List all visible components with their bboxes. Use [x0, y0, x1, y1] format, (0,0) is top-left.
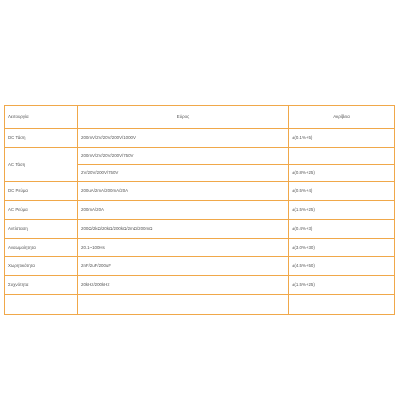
- cell-range: 200mV/2V/20V/200V/750V: [78, 148, 289, 165]
- table-row-capacitance: [5, 257, 395, 276]
- cell-accuracy: ±(0.4%+3): [289, 220, 395, 239]
- cell-function: AC Ρεύμα: [5, 201, 78, 220]
- cell-accuracy: ±(3.0%+30): [289, 239, 395, 257]
- cell-range: 2nF/2uF/200uF: [78, 257, 289, 276]
- cell-range: 20.1~100Hs: [78, 239, 289, 257]
- cell-accuracy: ±(4.5%+50): [289, 257, 395, 276]
- cell-accuracy: ±(1.5%+25): [289, 201, 395, 220]
- cell-range: [78, 295, 289, 315]
- cell-accuracy: ±(0.8%+25): [289, 165, 395, 182]
- cell-accuracy: ±(0.5%+4): [289, 182, 395, 201]
- table-header-row: [5, 106, 395, 129]
- table-row-empty: [5, 295, 395, 315]
- table-row-dc-voltage: [5, 129, 395, 148]
- spec-table-container: [4, 105, 394, 315]
- cell-range: 20kHz/200kHz: [78, 276, 289, 295]
- cell-function: Χωρητικότητα: [5, 257, 78, 276]
- header-accuracy: Ακρίβεια: [289, 106, 395, 129]
- cell-function: Αναωμοίητητα: [5, 239, 78, 257]
- header-range: Εύρος: [78, 106, 289, 129]
- cell-function: DC Ρεύμα: [5, 182, 78, 201]
- cell-accuracy: [289, 148, 395, 165]
- table-row-ac-voltage: [5, 148, 395, 165]
- cell-accuracy: ±(1.5%+25): [289, 276, 395, 295]
- cell-function: Αντίσταση: [5, 220, 78, 239]
- cell-function: Συχνότητα: [5, 276, 78, 295]
- table-row-resistance: [5, 220, 395, 239]
- specifications-table: [4, 105, 395, 315]
- table-row-ac-current: [5, 201, 395, 220]
- table-row-frequency: [5, 276, 395, 295]
- cell-function: AC Τάση: [5, 148, 78, 182]
- cell-function: [5, 295, 78, 315]
- cell-accuracy: [289, 295, 395, 315]
- header-function: Λειτουργία: [5, 106, 78, 129]
- cell-range: 2V/20V/200V/750V: [78, 165, 289, 182]
- table-row-dc-current: [5, 182, 395, 201]
- cell-range: 200mA/20A: [78, 201, 289, 220]
- cell-function: DC Τάση: [5, 129, 78, 148]
- cell-range: 200mV/2V/20V/200V/1000V: [78, 129, 289, 148]
- cell-range: 200uA/2mA/200mA/20A: [78, 182, 289, 201]
- cell-range: 200Ω/2kΩ/20kΩ/200kΩ/2mΩ/200mΩ: [78, 220, 289, 239]
- table-row-inductance: [5, 239, 395, 257]
- cell-accuracy: ±(0.1%+5): [289, 129, 395, 148]
